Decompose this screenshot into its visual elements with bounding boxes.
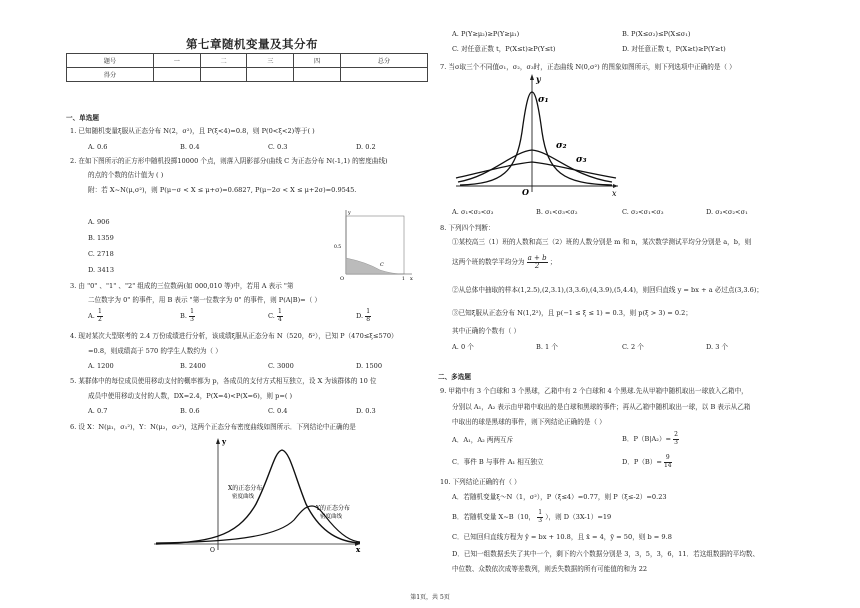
q9-option-b-fraction [673, 432, 679, 446]
q1-option-d: D. 0.2 [356, 143, 376, 151]
q3-d-denominator: 8 [366, 315, 371, 323]
q8-statement-1b-end: ； [549, 258, 557, 266]
q7-stem: 7. 当σ取三个不同值σ₁，σ₂，σ₃时，正态曲线 N(0,σ²) 的图象如图所示，则下列选项中正确的是（ ） [440, 63, 736, 71]
q3-b-denominator: 3 [190, 315, 194, 323]
q2-origin-label: O [340, 276, 345, 282]
page-footer: 第1页，共 5页 [410, 594, 450, 601]
score-cell [200, 68, 247, 82]
q3-option-b [180, 309, 195, 323]
q9-d-denominator: 14 [663, 461, 672, 469]
q1-option-a: A. 0.6 [88, 143, 108, 151]
q9-option-d [622, 455, 672, 469]
page-title: 第七章随机变量及其分布 [186, 37, 318, 51]
q10-option-d-line1: D．已知一组数据丢失了其中一个，剩下的六个数据分别是 3，3，5，3，6，11．若这组数据的平均数、 [452, 550, 760, 558]
q7-sigma2-label: σ₂ [556, 141, 567, 151]
q8-statement-3: ③已知ξ服从正态分布 N(1,2²)，且 p(−1 ≤ ξ ≤ 1) = 0.3，则 p(ξ > 3) = 0.2； [452, 309, 692, 317]
q3-b-numerator: 1 [190, 308, 194, 315]
q2-option-c: C. 2718 [88, 250, 114, 258]
q3-a-denominator: 2 [97, 315, 102, 323]
score-cell [340, 68, 427, 82]
q6-x-density-curve [156, 450, 360, 544]
q8-fraction-denominator: 2 [534, 261, 540, 270]
q6-x-label: x [356, 545, 361, 554]
score-header-cell: 二 [200, 54, 247, 68]
q9-option-d-text: D．P（B）= [622, 458, 662, 466]
q6-y-arrow [216, 438, 220, 444]
score-header-cell: 题号 [67, 54, 154, 68]
q3-option-b-fraction [189, 309, 195, 323]
q7-sigma1-label: σ₁ [538, 95, 549, 105]
score-table-header-row [67, 54, 428, 68]
q8-option-d: D. 3 个 [706, 343, 729, 351]
q8-stem: 8. 下列四个判断： [440, 224, 495, 232]
q8-option-b: B. 1 个 [536, 343, 558, 351]
score-header-cell: 一 [153, 54, 200, 68]
score-table [66, 53, 428, 82]
q10-option-a: A．若随机变量ξ～N（1，σ²），P（ξ≤4）=0.77，则 P（ξ≤-2）=0.23 [452, 493, 667, 501]
q7-option-a: A. σ₁<σ₂<σ₃ [452, 208, 494, 216]
score-header-cell: 总分 [340, 54, 427, 68]
q6-y-curve-label-2: 密度曲线 [320, 514, 343, 520]
q8-fraction-numerator: a + b [527, 254, 547, 262]
q10-option-b-fraction [537, 510, 543, 524]
q6-x-curve-label-1: X的正态分布 [228, 485, 263, 492]
q9-line1: 9. 甲箱中有 3 个白球和 3 个黑球，乙箱中有 2 个白球和 4 个黑球.先从甲箱中随机取出一球放入乙箱中， [440, 387, 748, 395]
q9-b-numerator: 2 [674, 431, 678, 438]
q3-option-a-letter: A. [88, 312, 95, 320]
q8-statement-1a: ①某校高三（1）班的人数和高三（2）班的人数分别是 m 和 n，某次数学测试平均分分别是 a，b，则 [452, 238, 752, 246]
q6-origin-label: O [210, 547, 215, 554]
q2-curve-label: C [380, 262, 384, 268]
q10-b-numerator: 1 [538, 509, 543, 516]
q8-option-a: A. 0 个 [452, 343, 474, 351]
q7-sigma3-label: σ₃ [576, 155, 587, 165]
q4-line1: 4. 现对某次大型联考的 2.4 万份成绩进行分析，该成绩ξ服从正态分布 N（520，δ²），已知 P（470≤ξ≤570） [70, 332, 398, 340]
q2-line3: 附：若 X~N(μ,σ²)，则 P(μ−σ < X ≤ μ+σ)=0.6827, P(μ−2σ < X ≤ μ+2σ)=0.9545. [88, 186, 357, 194]
q6-normal-curves-figure [146, 434, 366, 552]
q9-option-b-text: B．P（B|A₂）= [622, 435, 672, 443]
q5-line2: 成员中使用移动支付的人数，DX=2.4，P(X=4)<P(X=6)，则 p=( ) [88, 392, 293, 400]
q3-option-d-fraction [365, 309, 371, 323]
q10-option-b [452, 510, 611, 524]
q6-x-curve-label-2: 密度曲线 [232, 494, 255, 500]
q8-average-fraction [527, 255, 548, 269]
q9-option-a: A．A₁，A₂ 两两互斥 [452, 436, 514, 444]
section-heading-single-choice: 一、单选题 [66, 114, 99, 122]
q3-line2: 二位数字为 0" 的事件，用 B 表示 "第一位数字为 0" 的事件，则 P(A|B)=（ ） [88, 296, 321, 304]
q5-option-d: D. 0.3 [356, 407, 376, 415]
q6-option-b: B. P(X≤σ₂)≤P(X≤σ₁) [622, 30, 691, 38]
q5-line1: 5. 某群体中的每位成员使用移动支付的概率都为 p，各成员的支付方式相互独立，设 X 为该群体的 10 位 [70, 377, 377, 385]
q10-b-denominator: 3 [538, 516, 543, 524]
q2-option-b: B. 1359 [88, 234, 114, 242]
q9-option-b [622, 432, 679, 446]
q8-question: 其中正确的个数有（ ） [452, 327, 521, 335]
q7-origin-label: O [522, 187, 529, 197]
q6-y-label: y [222, 437, 227, 446]
score-cell [153, 68, 200, 82]
q3-option-a-fraction [97, 309, 103, 323]
q3-line1: 3. 由 "0" 、"1" 、"2" 组成的三位数码(如 000,010 等)中，若用 A 表示 "第 [70, 282, 294, 290]
section-heading-multiple-choice: 二、多选题 [438, 373, 471, 381]
q7-y-label: y [536, 74, 541, 84]
q9-option-d-fraction [664, 455, 672, 469]
q10-option-b-text: B．若随机变量 X~B（10， [452, 513, 536, 521]
q3-option-d-letter: D. [356, 312, 364, 320]
q10-option-b-end: ），则 D（3X-1）=19 [545, 513, 612, 521]
q7-x-label: x [612, 189, 617, 198]
q2-one-label: 1 [402, 277, 405, 282]
q10-option-d-line2: 中位数、众数依次成等差数列，则丢失数据的所有可能值的和为 22 [452, 565, 648, 573]
q9-line3: 中取出的球是黑球的事件，则下列结论正确的是（ ） [452, 418, 606, 426]
q4-option-b: B. 2400 [180, 362, 206, 370]
q3-option-b-letter: B. [180, 312, 187, 320]
q9-d-numerator: 9 [665, 454, 670, 461]
q6-option-c: C. 对任意正数 t，P(X≤t)≥P(Y≤t) [452, 45, 556, 53]
q3-a-numerator: 1 [97, 308, 102, 315]
q4-line2: =0.8，则成绩高于 570 的学生人数约为（ ） [88, 347, 222, 355]
q3-option-d [356, 309, 371, 323]
q1-option-c: C. 0.3 [268, 143, 288, 151]
score-row-label: 得分 [67, 68, 154, 82]
q6-option-a: A. P(Y≥μ₂)≥P(Y≥μ₁) [452, 30, 520, 38]
q7-curve-sigma1 [460, 92, 612, 185]
q1-stem: 1. 已知随机变量ξ服从正态分布 N(2，σ²)，且 P(ξ<4)=0.8，则 P(0<ξ<2)等于( ) [70, 127, 315, 135]
q2-line1: 2. 在如下图所示的正方形中随机投掷10000 个点，则落入阴影部分(曲线 C 为正态分布 N(-1,1) 的密度曲线) [70, 157, 388, 165]
q10-stem: 10. 下列结论正确的有（ ） [440, 478, 521, 486]
score-cell [294, 68, 341, 82]
q2-tick-label: 0.5 [334, 245, 342, 250]
score-header-cell: 四 [294, 54, 341, 68]
q9-b-denominator: 3 [674, 438, 678, 446]
q7-normal-curves-figure [452, 72, 620, 198]
q5-option-a: A. 0.7 [88, 407, 108, 415]
q2-option-a: A. 906 [88, 218, 110, 226]
q2-y-label: y [348, 210, 351, 216]
q8-statement-1b-text: 这两个班的数学平均分为 [452, 258, 525, 266]
q6-option-d: D. 对任意正数 t，P(X≥t)≥P(Y≥t) [622, 45, 726, 53]
q4-option-a: A. 1200 [88, 362, 114, 370]
q3-c-numerator: 1 [278, 308, 282, 315]
q2-x-label: x [410, 276, 413, 282]
q7-curve-sigma2 [458, 150, 612, 182]
q7-option-d: D. σ₃<σ₂<σ₁ [706, 208, 748, 216]
q5-option-c: C. 0.4 [268, 407, 288, 415]
q2-square-figure [336, 208, 416, 280]
q5-option-b: B. 0.6 [180, 407, 200, 415]
q3-option-a [88, 309, 103, 323]
q7-option-b: B. σ₁<σ₃<σ₂ [536, 208, 578, 216]
q7-x-arrow [613, 184, 618, 188]
q2-line2: 的点的个数的估计值为 ( ) [88, 171, 164, 179]
q8-statement-1b [452, 255, 556, 269]
q3-c-denominator: 4 [278, 315, 282, 323]
q4-option-c: C. 3000 [268, 362, 294, 370]
q3-option-c-letter: C. [268, 312, 275, 320]
q8-statement-2: ②从总体中抽取的样本(1,2.5),(2,3.1),(3,3.6),(4,3.9),(5,4.4)，则回归直线 y = bx + a 必过点(3,3.6)； [452, 286, 764, 294]
q4-option-d: D. 1500 [356, 362, 383, 370]
q6-y-curve-label-1: Y的正态分布 [316, 505, 350, 512]
q2-option-d: D. 3413 [88, 266, 115, 274]
q10-option-c: C．已知回归直线方程为 ŷ = bx + 10.8，且 x̄ = 4，ȳ = 50，则 b = 9.8 [452, 533, 672, 541]
q8-option-c: C. 2 个 [622, 343, 644, 351]
score-cell [247, 68, 294, 82]
score-table-score-row [67, 68, 428, 82]
q6-line1: 6. 设 X：N(μ₁，σ₁²)，Y：N(μ₂，σ₂²)，这两个正态分布密度曲线如图所示．下列结论中正确的是 [70, 423, 356, 431]
q7-option-c: C. σ₂<σ₁<σ₃ [622, 208, 664, 216]
q3-option-c-fraction [277, 309, 283, 323]
q9-option-c: C．事件 B 与事件 A₁ 相互独立 [452, 458, 544, 466]
q3-option-c [268, 309, 283, 323]
q7-y-arrow [530, 74, 534, 80]
q3-d-numerator: 1 [366, 308, 371, 315]
q9-line2: 分别以 A₁，A₂ 表示由甲箱中取出的是白球和黑球的事件；再从乙箱中随机取出一球，以 B 表示从乙箱 [452, 403, 751, 411]
q1-option-b: B. 0.4 [180, 143, 200, 151]
q2-shaded-region [346, 258, 404, 274]
score-header-cell: 三 [247, 54, 294, 68]
